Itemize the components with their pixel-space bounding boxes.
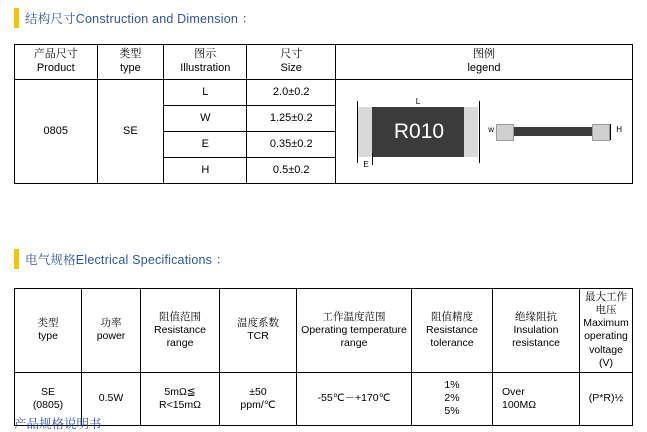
section-header-construction [14, 8, 254, 28]
cell-tolerance-3: 5% [444, 405, 460, 418]
header-tcr-en: TCR [247, 330, 269, 343]
header-illustration-en: Illustration [180, 62, 231, 74]
header-max-operating-voltage [580, 289, 633, 373]
chip-side-terminal-left-shape [496, 124, 514, 141]
chip-side-terminal-right-shape [592, 124, 610, 141]
header-power [82, 289, 141, 373]
cell-tcr-line1: ±50 [249, 385, 267, 398]
header-product-cn: 产品尺寸 [33, 48, 78, 61]
cell-type-line2: (0805) [32, 398, 64, 411]
dimension-label-H: H [616, 124, 622, 134]
header-power-en: power [96, 330, 126, 343]
cell-type-value: SE [97, 80, 164, 184]
header-legend [336, 45, 633, 80]
dimension-extension-height [610, 124, 611, 140]
cell-power-value: 0.5W [82, 372, 141, 425]
cell-size-e: 0.35±0.2 [247, 132, 336, 158]
cell-operating-temperature-value: -55℃－+170℃ [297, 372, 412, 425]
accent-bar-icon [14, 8, 19, 28]
cell-symbol-h: H [164, 158, 247, 184]
header-type-cn: 类型 [119, 48, 142, 61]
header-tcr-cn: 温度系数 [237, 317, 279, 330]
cell-insulation-resistance-value [493, 372, 580, 425]
header-product [15, 45, 98, 80]
cell-symbol-l: L [164, 80, 247, 106]
table-header-row [15, 45, 633, 80]
header-type-en: type [38, 330, 58, 343]
header-resistance-range-en: Resistance range [154, 323, 206, 349]
electrical-specifications-table [14, 288, 633, 426]
dimension-label-E: E [363, 159, 369, 169]
cell-insulation-line2: 100MΩ [502, 398, 537, 411]
cell-resistance-range-value [141, 372, 220, 425]
header-legend-cn: 图例 [473, 48, 495, 61]
cell-product-value: 0805 [15, 80, 98, 184]
cell-tolerance-2: 2% [444, 392, 460, 405]
table-row [15, 372, 633, 425]
header-tcr [220, 289, 297, 373]
section-header-electrical [14, 249, 228, 269]
header-resistance-range [141, 289, 220, 373]
cell-tcr-value [220, 372, 297, 425]
header-type-cn: 类型 [37, 317, 59, 330]
header-type-en: type [119, 62, 141, 74]
header-resistance-tolerance [412, 289, 493, 373]
header-max-operating-voltage-cn: 最大工作电压 [585, 291, 627, 317]
cell-size-w: 1.25±0.2 [247, 106, 336, 132]
header-legend-en: legend [467, 62, 501, 74]
header-max-operating-voltage-en: Maximum operating voltage (V) [583, 317, 629, 369]
header-operating-temperature [297, 289, 412, 373]
header-size [247, 45, 336, 80]
header-size-cn: 尺寸 [280, 48, 303, 61]
header-type [97, 45, 164, 80]
cell-size-h: 0.5±0.2 [247, 158, 336, 184]
cell-resistance-range-line1: 5mΩ≦ [164, 385, 196, 398]
cell-tolerance-1: 1% [444, 379, 460, 392]
header-resistance-tolerance-en: Resistance tolerance [426, 323, 478, 349]
header-size-en: Size [280, 62, 302, 74]
cell-legend-drawings [336, 80, 633, 184]
header-insulation-resistance-en: Insulation resistance [512, 323, 560, 349]
cell-symbol-w: W [164, 106, 247, 132]
header-illustration-cn: 图示 [194, 48, 217, 61]
cell-resistance-tolerance-value [412, 372, 493, 425]
cell-size-l: 2.0±0.2 [247, 80, 336, 106]
cell-insulation-line1: Over [502, 385, 525, 398]
header-illustration [164, 45, 247, 80]
header-insulation-resistance [493, 289, 580, 373]
header-product-en: Product [36, 62, 75, 74]
section-title-construction: 结构尺寸Construction and Dimension ： [25, 12, 255, 26]
header-resistance-range-cn: 阻值范围 [159, 310, 201, 323]
header-operating-temperature-en: Operating temperature range [301, 323, 407, 349]
dimension-label-W: w [488, 124, 494, 134]
section-header-bottom-partial [14, 414, 102, 421]
table-row [15, 80, 633, 106]
header-power-cn: 功率 [100, 317, 122, 330]
header-operating-temperature-cn: 工作温度范围 [322, 310, 386, 323]
chip-top-view-diagram [346, 95, 492, 169]
cell-symbol-e: E [164, 132, 247, 158]
cell-type-line1: SE [40, 385, 55, 398]
dimension-label-L-text: L [415, 96, 421, 106]
accent-bar-icon [14, 249, 19, 269]
chip-side-body-shape [506, 127, 598, 136]
header-insulation-resistance-cn: 绝缘阻抗 [515, 310, 557, 323]
header-type [15, 289, 82, 373]
header-resistance-tolerance-cn: 阻值精度 [431, 310, 473, 323]
cell-resistance-range-line2: R<15mΩ [159, 398, 201, 411]
table-header-row [15, 289, 633, 373]
chip-marking-code: R010 [393, 119, 445, 143]
cell-tcr-line2: ppm/℃ [240, 398, 276, 411]
construction-dimension-table [14, 44, 633, 184]
chip-side-view-diagram [492, 112, 622, 152]
cell-max-voltage-value: (P*R)½ [580, 372, 633, 425]
section-title-electrical: 电气规格Electrical Specifications ： [25, 253, 229, 267]
